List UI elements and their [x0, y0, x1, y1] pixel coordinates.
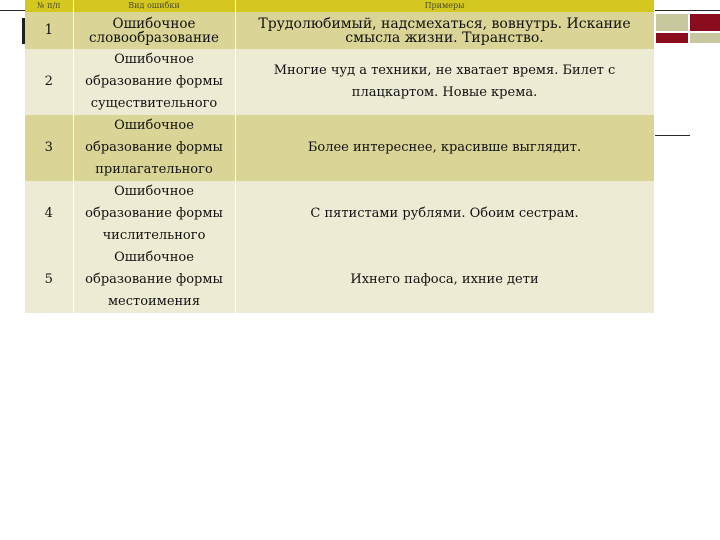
- decor-square-red-top: [690, 14, 720, 31]
- table-row: [25, 49, 654, 115]
- right-rule: [655, 135, 690, 136]
- table-row: [25, 247, 654, 313]
- errors-table: [25, 0, 655, 313]
- table-header-row: [25, 0, 654, 12]
- row-number: 5: [25, 247, 73, 313]
- table-row: [25, 115, 654, 181]
- table-row: [25, 12, 654, 49]
- error-kind: Ошибочное образование формы прилагательного: [73, 115, 235, 181]
- error-kind: Ошибочное образование формы числительного: [73, 181, 235, 247]
- row-number: 3: [25, 115, 73, 181]
- error-kind: Ошибочное образование формы местоимения: [73, 247, 235, 313]
- decor-square-red-bottom: [656, 33, 688, 43]
- error-examples: Более интереснее, красивше выглядит.: [235, 115, 654, 181]
- error-examples: Трудолюбимый, надсмехаться, вовнутрь. Искание смысла жизни. Тиранство.: [235, 12, 654, 49]
- error-examples: Многие чуд а техники, не хватает время. Билет с плацкартом. Новые крема.: [235, 49, 654, 115]
- row-number: 2: [25, 49, 73, 115]
- header-num: № п/п: [25, 0, 73, 12]
- decor-square-khaki-top: [656, 14, 688, 31]
- error-examples: Ихнего пафоса, ихние дети: [235, 247, 654, 313]
- header-examples: Примеры: [235, 0, 654, 12]
- error-examples: С пятистами рублями. Обоим сестрам.: [235, 181, 654, 247]
- table-row: [25, 181, 654, 247]
- row-number: 4: [25, 181, 73, 247]
- row-number: 1: [25, 12, 73, 49]
- header-kind: Вид ошибки: [73, 0, 235, 12]
- error-kind: Ошибочное словообразование: [73, 12, 235, 49]
- error-kind: Ошибочное образование формы существительного: [73, 49, 235, 115]
- decor-square-khaki-bottom: [690, 33, 720, 43]
